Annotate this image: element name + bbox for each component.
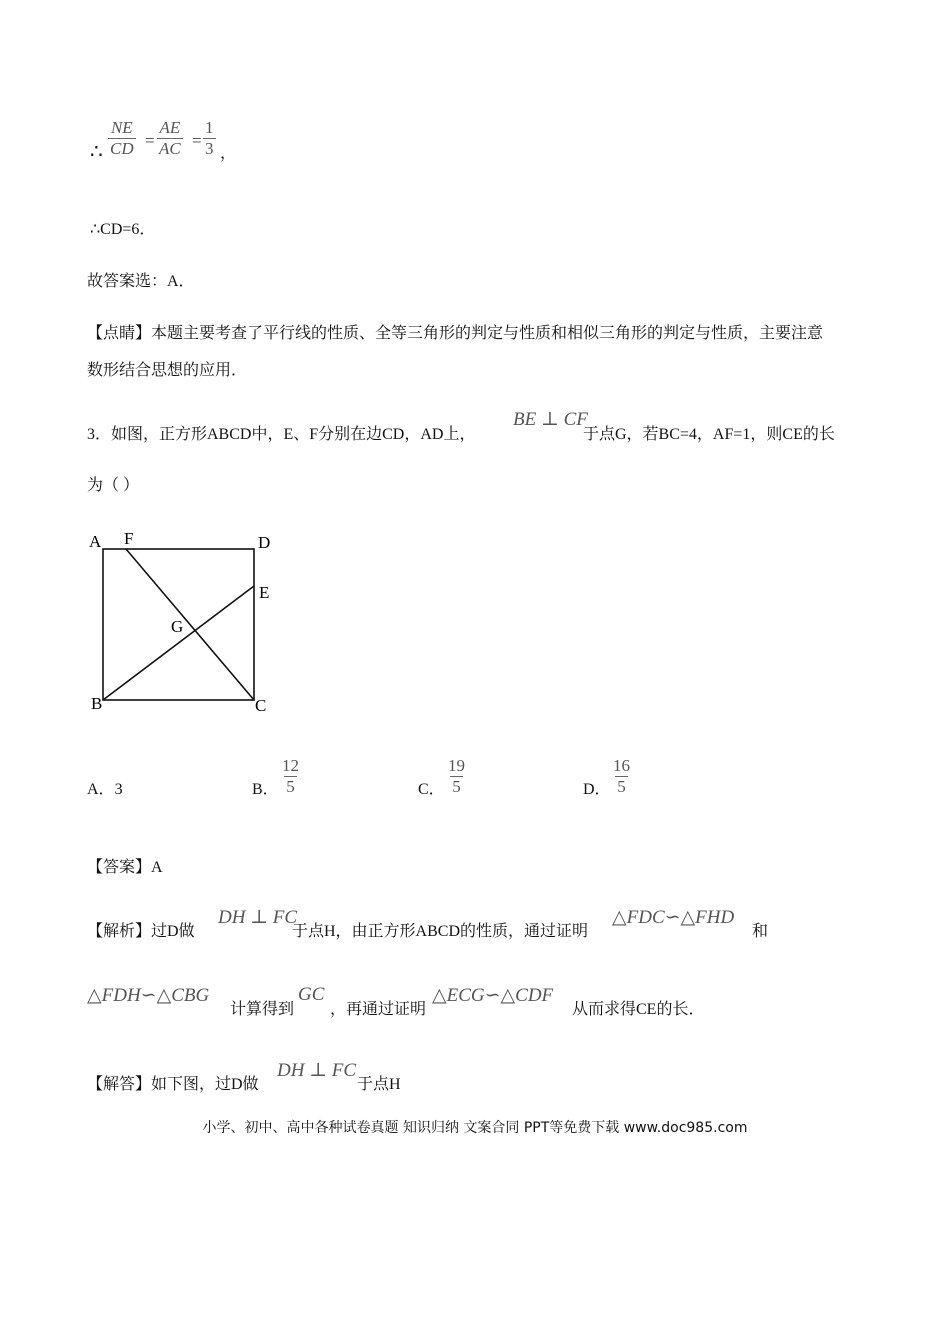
analysis-mid1: 于点H，由正方形ABCD的性质，通过证明 bbox=[292, 923, 589, 940]
option-c-fraction bbox=[446, 756, 467, 797]
fraction-denominator: 5 bbox=[617, 777, 626, 796]
fraction-numerator: AE bbox=[159, 118, 181, 137]
segment-cf bbox=[126, 549, 254, 700]
analysis-math-gc: GC bbox=[298, 984, 325, 1005]
question3-math-be-perp-cf: BE ⊥ CF bbox=[513, 409, 588, 430]
comment-line-2: 数形结合思想的应用． bbox=[87, 362, 248, 379]
analysis-math-dh-perp-fc: DH ⊥ FC bbox=[218, 907, 298, 928]
cd-result-line: ∴CD=6． bbox=[90, 221, 156, 238]
analysis-end2: 从而求得CE的长． bbox=[572, 1001, 705, 1018]
label-a: A bbox=[89, 532, 102, 551]
analysis-mid2: 计算得到 bbox=[230, 1001, 295, 1018]
option-c-letter: C． bbox=[418, 781, 445, 798]
fraction-ae-ac bbox=[157, 118, 183, 159]
option-value: 3 bbox=[114, 781, 123, 798]
equals-sign: = bbox=[192, 131, 202, 150]
answer-choice-line: 故答案选：A． bbox=[87, 273, 195, 290]
equals-sign: = bbox=[145, 131, 155, 150]
option-b-fraction bbox=[280, 756, 301, 797]
analysis-end1: 和 bbox=[752, 923, 769, 940]
question3-line2: 为（ ） bbox=[87, 477, 140, 494]
option-a bbox=[87, 780, 123, 800]
comma: ， bbox=[220, 145, 237, 162]
answer-line: 【答案】A bbox=[87, 859, 163, 876]
question3-suffix: 于点G，若BC=4，AF=1，则CE的长 bbox=[583, 426, 835, 443]
label-e: E bbox=[259, 583, 270, 602]
fraction-denominator: AC bbox=[159, 139, 181, 158]
label-d: D bbox=[258, 533, 271, 552]
solution-math-dh-perp-fc: DH ⊥ FC bbox=[277, 1060, 357, 1081]
fraction-numerator: 19 bbox=[448, 756, 465, 775]
fraction-denominator: 5 bbox=[452, 777, 461, 796]
square-figure bbox=[80, 525, 290, 720]
therefore-symbol: ∴ bbox=[90, 141, 103, 163]
analysis-math-similar-fdh-cbg: △FDH∽△CBG bbox=[87, 985, 210, 1006]
fraction-ne-cd bbox=[108, 118, 136, 159]
option-d-fraction bbox=[611, 756, 632, 797]
solution-suffix: 于点H bbox=[357, 1076, 401, 1093]
analysis-math-similar-ecg-cdf: △ECG∽△CDF bbox=[432, 985, 554, 1006]
label-f: F bbox=[124, 529, 134, 548]
option-b-letter: B． bbox=[252, 781, 279, 798]
fraction-one-third bbox=[203, 118, 216, 159]
option-letter: A． bbox=[87, 781, 115, 798]
analysis-prefix: 【解析】过D做 bbox=[87, 923, 195, 940]
label-c: C bbox=[255, 696, 267, 715]
fraction-denominator: 3 bbox=[205, 139, 214, 158]
fraction-denominator: 5 bbox=[286, 777, 295, 796]
analysis-math-similar-fdc-fhd: △FDC∽△FHD bbox=[612, 907, 735, 928]
solution-prefix: 【解答】如下图，过D做 bbox=[87, 1076, 259, 1093]
label-g: G bbox=[171, 617, 184, 636]
fraction-numerator: 16 bbox=[613, 756, 630, 775]
fraction-numerator: 1 bbox=[205, 118, 214, 137]
fraction-denominator: CD bbox=[110, 139, 134, 158]
question3-prefix: 3．如图，正方形ABCD中，E、F分别在边CD，AD上， bbox=[87, 426, 476, 443]
fraction-numerator: 12 bbox=[282, 756, 299, 775]
label-b: B bbox=[91, 694, 103, 713]
fraction-numerator: NE bbox=[110, 118, 133, 137]
comment-line-1: 【点睛】本题主要考查了平行线的性质、全等三角形的判定与性质和相似三角形的判定与性质，主要注意 bbox=[87, 325, 824, 342]
analysis-mid3: ，再通过证明 bbox=[330, 1001, 427, 1018]
page-footer: 小学、初中、高中各种试卷真题 知识归纳 文案合同 PPT等免费下载 www.doc985.com bbox=[202, 1120, 748, 1136]
segment-be bbox=[103, 586, 254, 700]
option-d-letter: D． bbox=[583, 781, 611, 798]
